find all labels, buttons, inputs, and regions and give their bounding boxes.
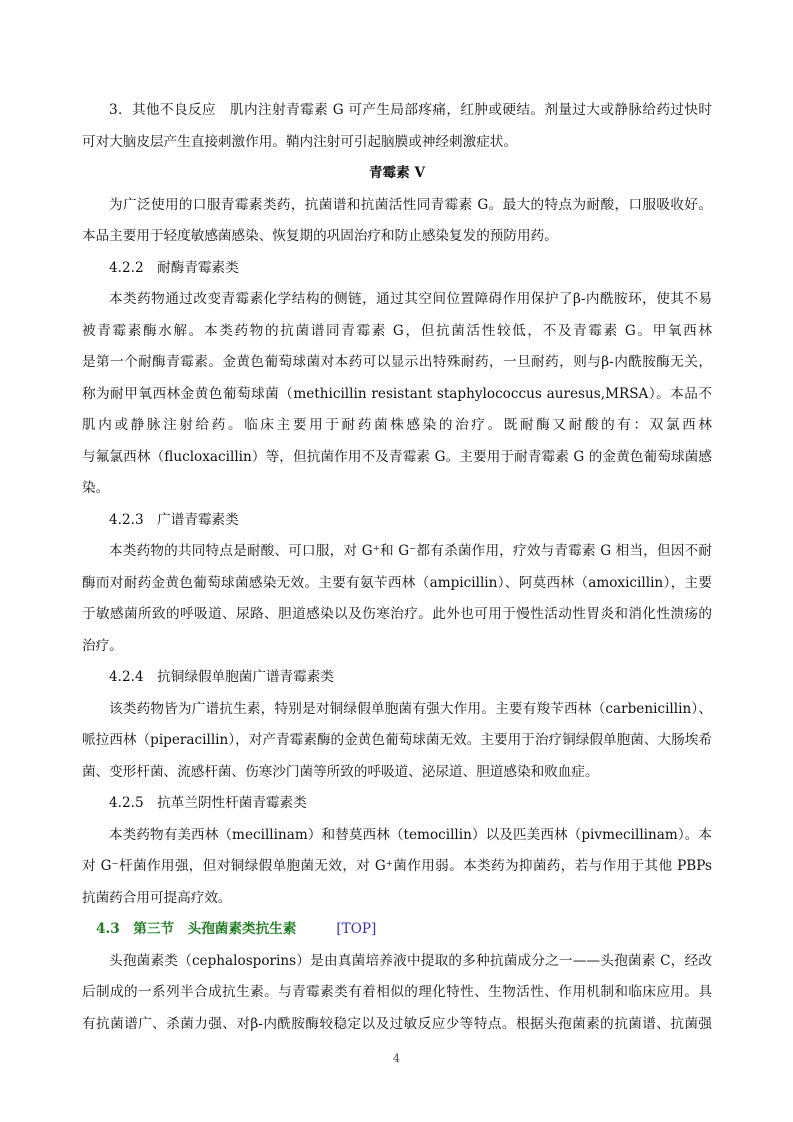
paragraph-line: 与氟氯西林（flucloxacillin）等，但抗菌作用不及青霉素 G。主要用于耐青霉素 G 的金黄色葡萄球菌感 [82,448,712,465]
paragraph-line: 被青霉素酶水解。本类药物的抗菌谱同青霉素 G，但抗菌活性较低，不及青霉素 G。甲氧西林 [82,322,712,339]
top-link[interactable]: [TOP] [336,921,377,937]
paragraph-line: 可对大脑皮层产生直接刺激作用。鞘内注射可引起脑膜或神经刺激症状。 [82,133,517,150]
paragraph-line: 肌内或静脉注射给药。临床主要用于耐药菌株感染的治疗。既耐酶又耐酸的有：双氯西林 [82,417,712,433]
paragraph-line: 菌、变形杆菌、流感杆菌、伤寒沙门菌等所致的呼吸道、泌尿道、胆道感染和败血症。 [82,763,599,780]
subheading-penicillin-v: 青霉素 V [368,165,426,181]
paragraph-line: 于敏感菌所致的呼吸道、尿路、胆道感染以及伤寒治疗。此外也可用于慢性活动性胃炎和消化性溃疡的 [82,606,712,622]
paragraph-line: 对 G⁻杆菌作用强，但对铜绿假单胞菌无效，对 G⁺菌作用弱。本类药为抑菌药，若与作用于其他 PBPs [82,858,712,874]
heading-4-2-3: 4.2.3 广谱青霉素类 [109,511,239,528]
heading-4-2-5: 4.2.5 抗革兰阴性杆菌青霉素类 [109,795,307,811]
paragraph-line: 是第一个耐酶青霉素。金黄色葡萄球菌对本药可以显示出特殊耐药，一旦耐药，则与β-内酰胺酶无关， [82,354,712,370]
section-heading-4-3 [82,914,712,946]
section-title: 4.3 第三节 头孢菌素类抗生素 [96,921,297,937]
paragraph-line: 本类药物通过改变青霉素化学结构的侧链，通过其空间位置障碍作用保护了β-内酰胺环，使其不易 [109,291,712,307]
paragraph-line: 3．其他不良反应 肌内注射青霉素 G 可产生局部疼痛，红肿或硬结。剂量过大或静脉给药过快时 [109,102,712,118]
paragraph-line: 染。 [82,480,110,496]
paragraph-line: 该类药物皆为广谱抗生素，特别是对铜绿假单胞菌有强大作用。主要有羧苄西林（carbenicillin）、 [109,700,712,717]
paragraph-line: 哌拉西林（piperacillin），对产青霉素酶的金黄色葡萄球菌无效。主要用于治疗铜绿假单胞菌、大肠埃希 [82,732,712,748]
paragraph-line: 本类药物有美西林（mecillinam）和替莫西林（temocillin）以及匹美西林（pivmecillinam）。本 [109,826,712,843]
heading-4-2-4: 4.2.4 抗铜绿假单胞菌广谱青霉素类 [109,669,334,685]
paragraph-line: 本类药物的共同特点是耐酸、可口服，对 G⁺和 G⁻都有杀菌作用，疗效与青霉素 G 相当，但因不耐 [109,543,712,559]
paragraph-line: 后制成的一系列半合成抗生素。与青霉素类有着相似的理化特性、生物活性、作用机制和临床应用。具 [82,984,712,1000]
paragraph-line: 称为耐甲氧西林金黄色葡萄球菌（methicillin resistant staphylococcus auresus,MRSA）。本品不 [82,385,712,402]
paragraph-line: 为广泛使用的口服青霉素类药，抗菌谱和抗菌活性同青霉素 G。最大的特点为耐酸，口服吸收好。 [109,196,712,213]
paragraph-line: 头孢菌素类（cephalosporins）是由真菌培养液中提取的多种抗菌成分之一——头孢菌素 C，经改 [109,952,712,969]
paragraph-line: 治疗。 [82,637,123,654]
paragraph-line: 本品主要用于轻度敏感菌感染、恢复期的巩固治疗和防止感染复发的预防用药。 [82,228,558,244]
paragraph-line: 酶而对耐药金黄色葡萄球菌感染无效。主要有氨苄西林（ampicillin）、阿莫西林（amoxicillin），主要 [82,574,712,591]
heading-4-2-2: 4.2.2 耐酶青霉素类 [109,259,239,276]
page-number: 4 [393,1052,400,1065]
paragraph-line: 抗菌药合用可提高疗效。 [82,889,232,906]
document-page [82,95,712,1040]
paragraph-line: 有抗菌谱广、杀菌力强、对β-内酰胺酶较稳定以及过敏反应少等特点。根据头孢菌素的抗菌谱、抗菌强 [82,1015,712,1032]
